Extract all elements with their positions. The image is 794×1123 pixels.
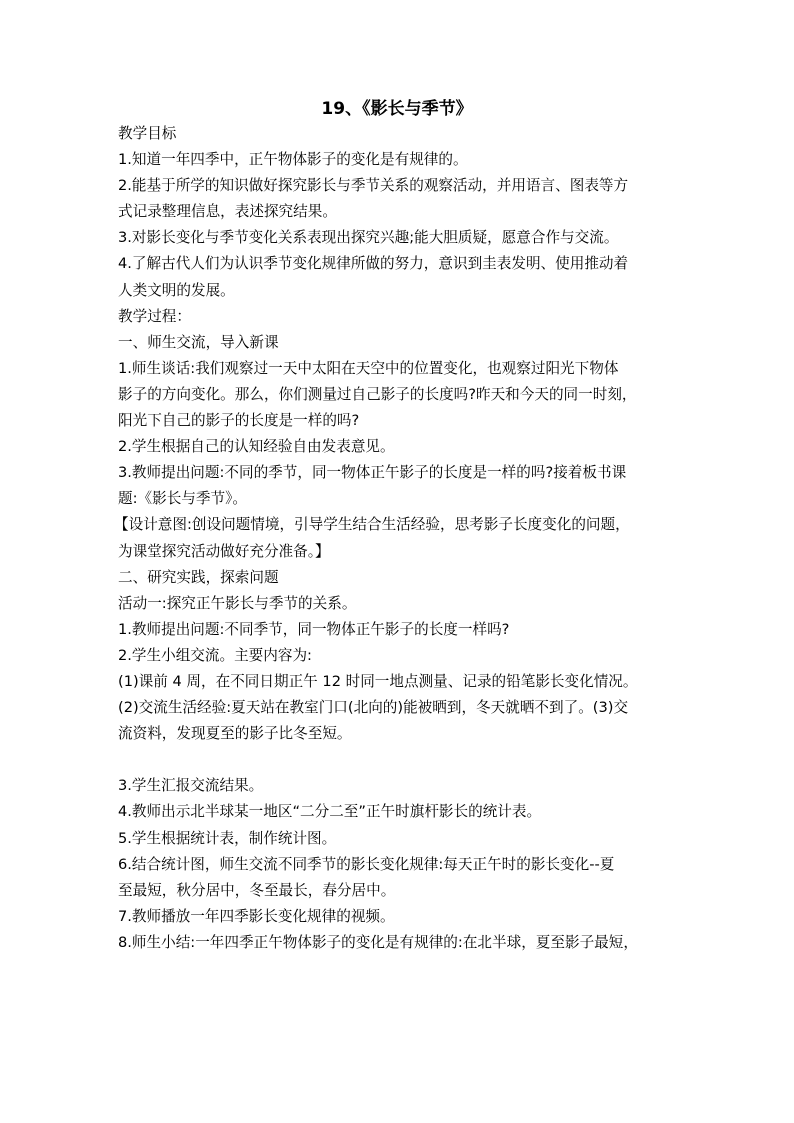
text-line: 题:《影长与季节》。	[118, 490, 247, 508]
document-title: 19、《影长与季节》	[321, 99, 473, 119]
text-line: 2.学生小组交流。主要内容为:	[118, 646, 312, 664]
text-line: 【设计意图:创设问题情境，引导学生结合生活经验，思考影子长度变化的问题，	[114, 516, 630, 534]
text-line: 活动一:探究正午影长与季节的关系。	[118, 594, 357, 612]
text-line: 教学过程：	[118, 307, 191, 325]
text-line: (2)交流生活经验:夏天站在教室门口(北向的)能被晒到，冬天就晒不到了。(3)交	[118, 699, 629, 717]
text-line: 3.教师提出问题:不同的季节，同一物体正午影子的长度是一样的吗?接着板书课	[118, 464, 627, 482]
text-line: 3.对影长变化与季节变化关系表现出探究兴趣;能大胆质疑，愿意合作与交流。	[118, 229, 619, 247]
document-body	[114, 121, 698, 956]
text-line: 5.学生根据统计表，制作统计图。	[118, 829, 337, 847]
text-line: 7.教师播放一年四季影长变化规律的视频。	[118, 907, 395, 925]
text-line: 6.结合统计图，师生交流不同季节的影长变化规律:每天正午时的影长变化--夏	[118, 855, 615, 873]
text-line: 3.学生汇报交流结果。	[118, 777, 264, 795]
text-line: 式记录整理信息，表述探究结果。	[118, 203, 337, 221]
text-line: 二、研究实践，探索问题	[118, 568, 279, 586]
text-line: 2.学生根据自己的认知经验自由发表意见。	[118, 438, 395, 456]
text-line: 2.能基于所学的知识做好探究影长与季节关系的观察活动，并用语言、图表等方	[118, 177, 629, 195]
text-line: 至最短，秋分居中，冬至最长，春分居中。	[118, 881, 396, 899]
text-line: 4.了解古代人们为认识季节变化规律所做的努力，意识到圭表发明、使用推动着	[118, 255, 629, 273]
text-line: 教学目标	[118, 125, 177, 142]
text-line: 阳光下自己的影子的长度是一样的吗?	[118, 412, 360, 430]
text-line: 人类文明的发展。	[118, 281, 235, 299]
text-line: 为课堂探究活动做好充分准备。】	[118, 542, 330, 560]
text-line: 一、师生交流，导入新课	[118, 333, 279, 351]
text-line: (1)课前 4 周，在不同日期正午 12 时同一地点测量、记录的铅笔影长变化情况。	[118, 672, 638, 690]
text-line: 1.教师提出问题:不同季节，同一物体正午影子的长度一样吗?	[118, 620, 510, 638]
text-line: 8.师生小结:一年四季正午物体影子的变化是有规律的:在北半球，夏至影子最短，	[118, 933, 638, 951]
text-line: 1.知道一年四季中，正午物体影子的变化是有规律的。	[118, 151, 468, 169]
text-line: 4.教师出示北半球某一地区“二分二至”正午时旗杆影长的统计表。	[118, 803, 542, 821]
text-line: 1.师生谈话:我们观察过一天中太阳在天空中的位置变化，也观察过阳光下物体	[118, 359, 619, 377]
text-line: 影子的方向变化。那么，你们测量过自己影子的长度吗?昨天和今天的同一时刻，	[118, 385, 637, 403]
text-line	[118, 747, 698, 773]
text-line: 流资料，发现夏至的影子比冬至短。	[118, 725, 352, 743]
